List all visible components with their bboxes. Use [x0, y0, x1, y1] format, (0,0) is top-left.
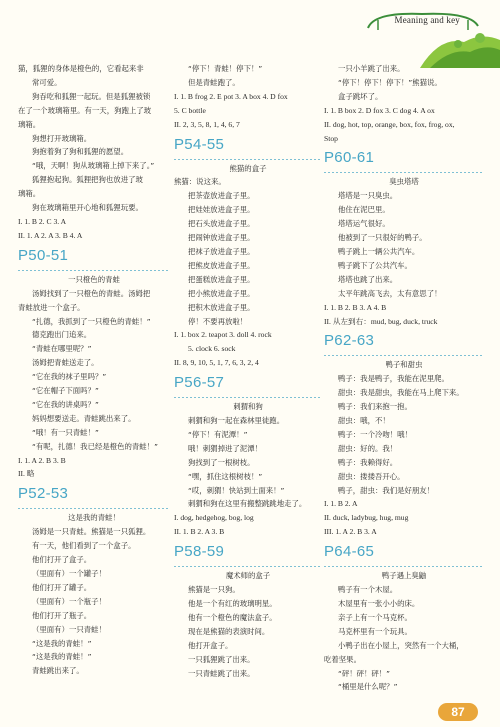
text-line: 猫，狐狸的身体是橙色的，它看起来非: [18, 64, 144, 73]
answer-line: Stop: [324, 133, 338, 143]
section-label: P52-53: [18, 485, 69, 503]
text-line: 狗找到了一根树枝。: [188, 457, 255, 467]
text-line: 妈妈想要送走。青蛙跳出来了。: [32, 413, 136, 423]
story-title: 鸭子遇上臭鼬: [381, 571, 427, 581]
answer-line: III. 1. A 2. B 3. A: [324, 527, 377, 537]
answer-line: I. 1. box 2. teapot 3. doll 4. rock: [174, 330, 272, 340]
text-line: 小鸭子出在小屋上，突然有一个大桶，: [338, 640, 464, 650]
answer-line: 5. C bottle: [174, 105, 206, 115]
text-line: 把茶壶放进盒子里。: [188, 191, 255, 201]
text-line: 青蛙跳出来了。: [32, 666, 84, 676]
text-line: “停下！停下！停下！”熊猫说。: [338, 77, 442, 87]
text-line: 鸭子：一个冷吻！哦！: [338, 429, 412, 439]
text-line: “它在我的讲桌吗？”: [32, 399, 99, 409]
text-line: “哦，天啊！狗从玻璃箱上掉下来了。”: [32, 161, 155, 171]
text-line: 塔塔运气很好。: [338, 219, 390, 229]
answer-line: I. 1. A 2. B 3. B: [18, 455, 66, 465]
text-line: 盒子跳坏了。: [338, 91, 383, 101]
text-line: 吃着坚果。: [324, 654, 361, 664]
text-line: 汤姆把青蛙送走了。: [32, 358, 99, 368]
answer-line: 5. clock 6. sock: [188, 344, 236, 354]
text-line: 一只青蛙跳了出来。: [188, 668, 255, 678]
text-line: “青蛙在哪里呢？”: [32, 344, 92, 354]
section-header: [174, 376, 322, 398]
answer-line: I. 1. B 2. C 3. A: [18, 216, 67, 226]
story-title: 熊猫的盒子: [229, 163, 267, 173]
story-title: 臭虫塔塔: [389, 177, 419, 187]
banner-title: Meaning and key: [394, 15, 460, 25]
text-line: （里面有）一只青蛙！: [32, 624, 106, 634]
text-line: “这是我的青蛙！”: [32, 638, 92, 648]
text-line: “砰！砰！砰！”: [338, 668, 391, 678]
text-line: 璃箱。: [18, 119, 41, 129]
text-line: （里面有）一个罐子！: [32, 569, 106, 578]
answer-line: I. 1. B 2. A: [324, 499, 358, 509]
text-line: 狗抱着狗了狗和狐狸的愿望。: [32, 147, 129, 157]
story-title: 魔术师的盒子: [225, 571, 271, 581]
text-line: “它在帽子下面吗？”: [32, 386, 99, 396]
text-line: 把小熊放进盒子里。: [188, 288, 255, 298]
text-line: 他们打开了盒子。: [32, 555, 92, 565]
text-line: 在了一个玻璃箱里。有一天，狗跑上了玻: [18, 105, 152, 115]
text-line: 熊猫是一只狗。: [188, 585, 240, 595]
section-divider: [18, 508, 170, 509]
text-line: 鸭子：我们来抱一抱。: [338, 402, 412, 412]
text-line: 鸭子有一个木屋。: [338, 585, 398, 595]
text-line: 把积木放进盒子里。: [188, 302, 255, 312]
text-line: 他们打开了罐子。: [32, 582, 92, 592]
story-title: 这是我的青蛙！: [68, 513, 120, 523]
text-line: 甜虫：哦，不！: [338, 416, 390, 426]
answer-line: II. duck, ladybug, hug, mug: [324, 513, 409, 523]
text-line: 把袜子放进盒子里。: [188, 246, 255, 256]
text-line: “哎，刺猬！快站到土面来！”: [188, 485, 285, 495]
story-title: 刺猬和狗: [233, 402, 263, 412]
answer-line: II. dog, hot, top, orange, box, fox, frog, ox,: [324, 119, 455, 129]
text-line: 把石头放进盒子里。: [188, 219, 255, 229]
section-divider: [324, 355, 484, 356]
text-line: 太平年跳高飞去，太有意思了！: [338, 288, 442, 298]
section-divider: [174, 566, 322, 567]
text-line: 他有一个橙色的魔法盒子。: [188, 612, 277, 622]
text-line: “哦！有一只青蛙！”: [32, 427, 99, 437]
section-divider: [18, 270, 170, 271]
text-line: “有呢，扎德！我已经是橙色的青蛙！”: [32, 441, 158, 451]
text-line: 鸭子：我赖得好。: [338, 457, 398, 467]
text-line: 他被到了一只很好的鸭子。: [338, 233, 427, 243]
section-divider: [174, 159, 322, 160]
section-label: P56-57: [174, 374, 225, 392]
section-label: P64-65: [324, 543, 375, 561]
text-line: 常可爱。: [32, 77, 62, 87]
text-line: 狗想打开玻璃箱。: [32, 133, 92, 143]
answer-line: II. 2, 3, 5, 8, 1, 4, 6, 7: [174, 119, 240, 129]
text-line: 德克跑出门追来。: [32, 330, 92, 340]
text-line: 把蛋糕放进盒子里。: [188, 274, 255, 284]
section-header: [324, 545, 484, 567]
text-line: “停下！青蛙！停下！”: [188, 64, 263, 73]
text-line: 塔塔是一只臭虫。: [338, 191, 398, 201]
section-divider: [324, 172, 484, 173]
text-line: 甜虫：我是甜虫，我能在马上爬下来。: [338, 388, 464, 398]
text-line: 把熊皮放进盒子里。: [188, 260, 255, 270]
text-line: 刺猬和狗在这里有搬整跳跳地走了。: [188, 499, 307, 509]
text-line: 塔塔也跳了出来。: [338, 274, 398, 284]
text-line: 甜虫：好的。我！: [338, 443, 398, 453]
text-line: 刺猬和狗一起在森林里徒跑。: [188, 416, 285, 426]
text-line: 他住在泥巴里。: [338, 205, 390, 215]
section-label: P58-59: [174, 543, 225, 561]
answer-line: I. dog, hedgehog, bog, log: [174, 513, 254, 523]
story-title: 鸭子和甜虫: [385, 360, 423, 370]
text-line: 一只狐狸跳了出来。: [188, 654, 255, 664]
story-title: 一只橙色的青蛙: [68, 274, 120, 284]
answer-line: II. 略: [18, 469, 35, 479]
text-line: 有一天，他们看到了一个盒子。: [32, 541, 136, 551]
text-line: 停！不要再放啦！: [188, 316, 248, 326]
text-line: 鸭子跳上一辆公共汽车。: [338, 246, 420, 256]
section-label: P62-63: [324, 332, 375, 350]
text-line: 哦！刺猬掉进了泥潭！: [188, 443, 262, 453]
text-line: 他们打开了瓶子。: [32, 610, 92, 620]
text-line: 一只小羊跳了出来。: [338, 64, 405, 73]
answer-line: I. 1. B box 2. D fox 3. C dog 4. A ox: [324, 105, 435, 115]
text-line: 但是青蛙跑了。: [188, 77, 240, 87]
column-middle: [174, 62, 322, 680]
answer-line: II. 8, 9, 10, 5, 1, 7, 6, 3, 2, 4: [174, 358, 259, 368]
section-header: [174, 545, 322, 567]
section-divider: [174, 397, 322, 398]
text-line: 马克杯里有一个玩具。: [338, 626, 412, 636]
text-line: 青蛙放进一个盒子。: [18, 302, 85, 312]
text-line: 狗吞吃和狐狸一起玩。但是狐狸被锁: [32, 91, 151, 101]
text-line: “扎德，我抓到了一只橙色的青蛙！”: [32, 316, 151, 326]
text-line: 狗在玻璃箱里开心地和狐狸玩要。: [32, 203, 143, 213]
answer-line: II. 从左到右：mud, bug, duck, truck: [324, 316, 438, 326]
text-line: 甜虫：搂搂吾开心。: [338, 471, 405, 481]
section-label: P50-51: [18, 246, 69, 264]
text-line: 汤姆找到了一只橙色的青蛙。汤姆把: [32, 288, 151, 298]
section-header: [18, 246, 170, 271]
text-line: 狐狸抱起狗。狐狸把狗也放进了玻: [32, 175, 143, 185]
section-label: P60-61: [324, 149, 375, 167]
text-line: 鸭子：我是鸭子，我能在泥里爬。: [338, 374, 449, 384]
text-line: 亲子上有一个马克杯。: [338, 612, 412, 622]
answer-line: I. 1. B frog 2. E pot 3. A box 4. D fox: [174, 91, 288, 101]
section-header: [174, 135, 322, 160]
section-header: [18, 487, 170, 509]
section-header: [324, 151, 484, 173]
text-line: “桶里是什么呢？”: [338, 682, 398, 692]
text-line: “这是我的青蛙！”: [32, 652, 92, 662]
column-right: [324, 62, 484, 694]
text-line: 璃箱。: [18, 189, 41, 199]
text-line: “停下！有泥潭！”: [188, 429, 248, 439]
column-left: [18, 62, 170, 678]
text-line: 熊猫：说这来。: [174, 177, 226, 187]
text-line: 鸭子，甜虫：我们是好朋友！: [338, 485, 435, 495]
section-header: [324, 334, 484, 356]
text-line: 汤姆是一只青蛙。熊猫是一只狐狸。: [32, 527, 151, 537]
answer-line: II. 1. B 2. A 3. B: [174, 527, 225, 537]
answer-line: II. 1. A 2. A 3. B 4. A: [18, 230, 83, 240]
text-line: “它在我的袜子里吗？”: [32, 372, 107, 382]
text-line: 他打开盒子。: [188, 640, 233, 650]
answer-line: I. 1. B 2. B 3. A 4. B: [324, 302, 387, 312]
text-line: 把娃娃放进盒子里。: [188, 205, 255, 215]
section-label: P54-55: [174, 135, 225, 153]
text-line: （里面有）一个瓶子！: [32, 596, 106, 606]
text-line: 木屋里有一张小小的床。: [338, 599, 420, 608]
text-line: “嘿，抓住这根树枝！”: [188, 471, 263, 481]
text-line: 现在是熊猫的表演时间。: [188, 626, 270, 636]
page-number: 87: [438, 703, 478, 721]
text-line: 鸭子跳下了公共汽车。: [338, 260, 412, 270]
section-divider: [324, 566, 484, 567]
text-line: 他是一个有红的玻璃明星。: [188, 599, 277, 608]
text-line: 把闹钟放进盒子里。: [188, 233, 255, 243]
